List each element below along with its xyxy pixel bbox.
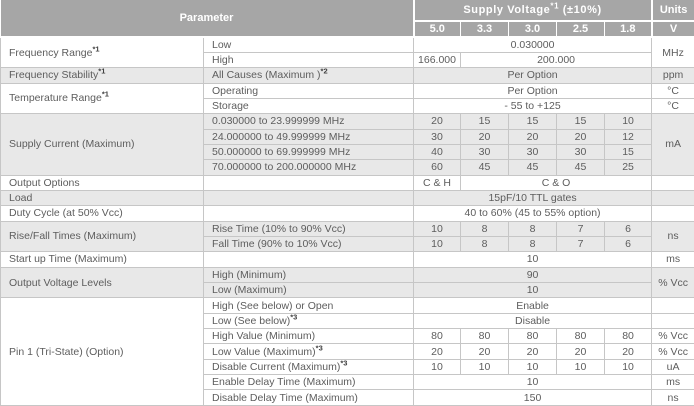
subparameter-cell: Disable Current (Maximum)$^{*3}$: [204, 359, 414, 374]
value-cell: 20: [461, 129, 509, 144]
value-cell: 45: [461, 160, 509, 175]
table-row: [1, 206, 694, 221]
value-cell: 15: [605, 144, 652, 159]
units-cell: °C: [652, 83, 694, 98]
value-cell: 20: [414, 344, 461, 359]
value-cell: 20: [557, 344, 605, 359]
units-cell: % Vcc: [652, 329, 694, 344]
units-cell: ppm: [652, 68, 694, 83]
value-cell: 8: [461, 221, 509, 236]
table-row: [1, 114, 694, 129]
table-row: [1, 190, 694, 205]
value-cell: 6: [605, 236, 652, 251]
value-cell: 10: [414, 375, 652, 390]
value-cell: 45: [509, 160, 557, 175]
value-cell: 30: [557, 144, 605, 159]
value-cell: 80: [414, 329, 461, 344]
table-row: [1, 252, 694, 267]
voltage-column-3v0: 3.0: [509, 21, 557, 37]
table-header: [1, 0, 694, 37]
parameter-cell: Load: [1, 190, 204, 205]
units-cell: % Vcc: [652, 267, 694, 298]
units-cell: uA: [652, 359, 694, 374]
units-cell: ms: [652, 252, 694, 267]
parameter-cell: Output Options: [1, 175, 204, 190]
value-cell: 8: [461, 236, 509, 251]
value-cell: 15pF/10 TTL gates: [414, 190, 652, 205]
table-row: [1, 68, 694, 83]
units-cell: [652, 190, 694, 205]
subparameter-cell: [204, 206, 414, 221]
table-row: [1, 221, 694, 236]
value-cell: 10: [509, 359, 557, 374]
parameter-column-header: Parameter: [1, 0, 414, 37]
subparameter-cell: 50.000000 to 69.999999 MHz: [204, 144, 414, 159]
subparameter-cell: 70.000000 to 200.000000 MHz: [204, 160, 414, 175]
value-cell: C & O: [461, 175, 652, 190]
voltage-column-5v0: 5.0: [414, 21, 461, 37]
units-cell: mA: [652, 114, 694, 175]
value-cell: 7: [557, 236, 605, 251]
value-cell: 15: [509, 114, 557, 129]
value-cell: 10: [557, 359, 605, 374]
header-row-main: [1, 0, 694, 21]
value-cell: 6: [605, 221, 652, 236]
subparameter-cell: Disable Delay Time (Maximum): [204, 390, 414, 406]
footnote-marker: *3: [315, 343, 323, 353]
footnote-marker: *3: [290, 313, 298, 322]
value-cell: 200.000: [461, 52, 652, 67]
value-cell: - 55 to +125: [414, 98, 652, 113]
value-cell: 25: [605, 160, 652, 175]
supply-voltage-header: [414, 0, 652, 21]
value-cell: 90: [414, 267, 652, 282]
footnote-marker: *1: [98, 67, 106, 76]
value-cell: 10: [414, 236, 461, 251]
value-cell: 20: [414, 114, 461, 129]
subparameter-cell: Rise Time (10% to 90% Vcc): [204, 221, 414, 236]
value-cell: 30: [461, 144, 509, 159]
subparameter-cell: High: [204, 52, 414, 67]
table-body: [1, 37, 694, 406]
supply-voltage-label: Supply Voltage: [463, 4, 551, 16]
parameter-cell: Frequency Stability$^{*1}$: [1, 68, 204, 83]
value-cell: 40: [414, 144, 461, 159]
value-cell: 15: [461, 114, 509, 129]
voltage-column-3v3: 3.3: [461, 21, 509, 37]
value-cell: 10: [414, 252, 652, 267]
subparameter-cell: High (See below) or Open: [204, 298, 414, 313]
value-cell: 20: [461, 344, 509, 359]
footnote-marker: *1: [550, 1, 560, 11]
table-row: [1, 298, 694, 313]
units-volts-header: V: [652, 21, 694, 37]
parameter-cell: Output Voltage Levels: [1, 267, 204, 298]
subparameter-cell: Storage: [204, 98, 414, 113]
value-cell: 80: [461, 329, 509, 344]
value-cell: 10: [461, 359, 509, 374]
subparameter-cell: [204, 252, 414, 267]
units-cell: [652, 298, 694, 313]
value-cell: 150: [414, 390, 652, 406]
value-cell: 20: [557, 129, 605, 144]
subparameter-cell: High Value (Minimum): [204, 329, 414, 344]
table-row: [1, 267, 694, 282]
table-row: [1, 175, 694, 190]
subparameter-cell: [204, 190, 414, 205]
footnote-marker: *1: [92, 44, 100, 54]
value-cell: 30: [414, 129, 461, 144]
parameter-cell: Start up Time (Maximum): [1, 252, 204, 267]
subparameter-cell: 0.030000 to 23.999999 MHz: [204, 114, 414, 129]
units-cell: ns: [652, 221, 694, 252]
subparameter-cell: Low: [204, 37, 414, 52]
value-cell: Per Option: [414, 68, 652, 83]
parameter-cell: Duty Cycle (at 50% Vcc): [1, 206, 204, 221]
value-cell: 20: [509, 129, 557, 144]
subparameter-cell: Low (See below)$^{*3}$: [204, 313, 414, 328]
subparameter-cell: [204, 175, 414, 190]
subparameter-cell: Enable Delay Time (Maximum): [204, 375, 414, 390]
value-cell: Per Option: [414, 83, 652, 98]
parameter-cell: Frequency Range$^{*1}$: [1, 37, 204, 68]
parameter-cell: Temperature Range$^{*1}$: [1, 83, 204, 114]
subparameter-cell: Fall Time (90% to 10% Vcc): [204, 236, 414, 251]
value-cell: Enable: [414, 298, 652, 313]
table-row: [1, 83, 694, 98]
value-cell: 12: [605, 129, 652, 144]
value-cell: 80: [509, 329, 557, 344]
units-cell: MHz: [652, 37, 694, 68]
footnote-marker: *2: [320, 67, 328, 76]
footnote-marker: *1: [101, 89, 109, 99]
units-cell: [652, 313, 694, 328]
value-cell: 80: [605, 329, 652, 344]
footnote-marker: *3: [340, 359, 348, 368]
value-cell: 45: [557, 160, 605, 175]
value-cell: 60: [414, 160, 461, 175]
units-cell: °C: [652, 98, 694, 113]
value-cell: 0.030000: [414, 37, 652, 52]
value-cell: 15: [557, 114, 605, 129]
subparameter-cell: High (Minimum): [204, 267, 414, 282]
subparameter-cell: Operating: [204, 83, 414, 98]
voltage-column-2v5: 2.5: [557, 21, 605, 37]
units-cell: ns: [652, 390, 694, 406]
value-cell: 30: [509, 144, 557, 159]
value-cell: 80: [557, 329, 605, 344]
value-cell: 166.000: [414, 52, 461, 67]
units-column-header: Units: [652, 0, 694, 21]
parameter-cell: Supply Current (Maximum): [1, 114, 204, 175]
units-cell: ms: [652, 375, 694, 390]
value-cell: 40 to 60% (45 to 55% option): [414, 206, 652, 221]
subparameter-cell: All Causes (Maximum )$^{*2}$: [204, 68, 414, 83]
value-cell: 10: [414, 221, 461, 236]
value-cell: 10: [605, 359, 652, 374]
parameter-cell: Rise/Fall Times (Maximum): [1, 221, 204, 252]
value-cell: 10: [414, 283, 652, 298]
units-cell: % Vcc: [652, 344, 694, 359]
parameter-cell: Pin 1 (Tri-State) (Option): [1, 298, 204, 406]
value-cell: 10: [414, 359, 461, 374]
subparameter-cell: Low (Maximum): [204, 283, 414, 298]
value-cell: 8: [509, 236, 557, 251]
value-cell: Disable: [414, 313, 652, 328]
voltage-column-1v8: 1.8: [605, 21, 652, 37]
value-cell: C & H: [414, 175, 461, 190]
value-cell: 8: [509, 221, 557, 236]
supply-voltage-tolerance: (±10%): [559, 4, 602, 16]
value-cell: 20: [509, 344, 557, 359]
value-cell: 10: [605, 114, 652, 129]
units-cell: [652, 175, 694, 190]
table-row: [1, 37, 694, 52]
value-cell: 20: [605, 344, 652, 359]
value-cell: 7: [557, 221, 605, 236]
subparameter-cell: 24.000000 to 49.999999 MHz: [204, 129, 414, 144]
units-cell: [652, 206, 694, 221]
subparameter-cell: Low Value (Maximum)$^{*3}$: [204, 344, 414, 359]
